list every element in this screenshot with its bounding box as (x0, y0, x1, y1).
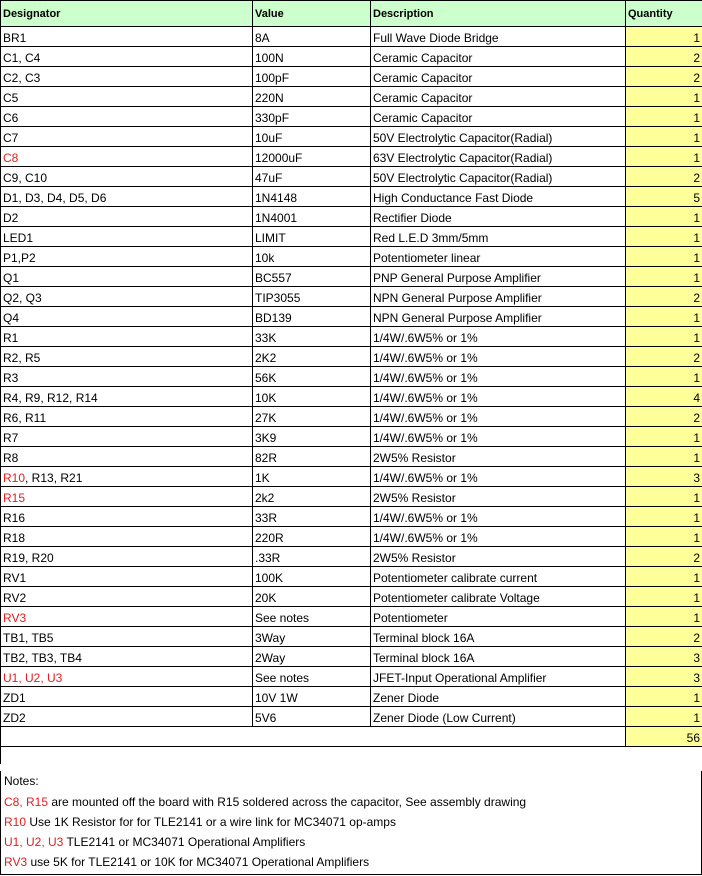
note-text: are mounted off the board with R15 soldered across the capacitor, See assembly drawing (48, 795, 527, 809)
description-cell: Ceramic Capacitor (371, 67, 626, 87)
designator-highlight: U1, U2, U3 (3, 671, 63, 685)
note-line (1, 852, 701, 872)
table-row (1, 147, 702, 167)
description-cell: Potentiometer calibrate Voltage (371, 587, 626, 607)
table-row (1, 487, 702, 507)
note-line (1, 832, 701, 852)
designator-cell (1, 287, 253, 307)
value-cell: See notes (253, 607, 371, 627)
value-cell: 10uF (253, 127, 371, 147)
designator-text: , R13, R21 (25, 471, 83, 485)
designator-text: R8 (3, 451, 19, 465)
quantity-cell: 1 (626, 447, 702, 467)
value-cell: 3Way (253, 627, 371, 647)
description-cell: 1/4W/.6W5% or 1% (371, 507, 626, 527)
designator-highlight: RV3 (3, 611, 27, 625)
designator-cell (1, 167, 253, 187)
note-ref: C8, R15 (4, 795, 49, 809)
note-ref: U1, U2, U3 (4, 835, 64, 849)
value-cell: 8A (253, 27, 371, 47)
quantity-cell: 2 (626, 287, 702, 307)
table-row (1, 307, 702, 327)
description-cell: Rectifier Diode (371, 207, 626, 227)
header-quantity: Quantity (626, 1, 702, 27)
table-row (1, 207, 702, 227)
designator-cell (1, 127, 253, 147)
value-cell: 2k2 (253, 487, 371, 507)
description-cell: Ceramic Capacitor (371, 107, 626, 127)
designator-text: R6, R11 (3, 411, 47, 425)
designator-cell (1, 427, 253, 447)
designator-cell (1, 467, 253, 487)
description-cell: 1/4W/.6W5% or 1% (371, 407, 626, 427)
designator-cell (1, 687, 253, 707)
table-row (1, 567, 702, 587)
designator-text: ZD2 (3, 711, 26, 725)
quantity-cell: 4 (626, 387, 702, 407)
designator-cell (1, 407, 253, 427)
total-row-blank (1, 727, 253, 747)
quantity-cell: 1 (626, 127, 702, 147)
designator-cell (1, 307, 253, 327)
designator-cell (1, 327, 253, 347)
value-cell: 82R (253, 447, 371, 467)
description-cell: 1/4W/.6W5% or 1% (371, 327, 626, 347)
table-row (1, 687, 702, 707)
designator-text: TB2, TB3, TB4 (3, 651, 82, 665)
designator-text: LED1 (3, 231, 34, 245)
designator-cell (1, 207, 253, 227)
table-row (1, 127, 702, 147)
value-cell: 100K (253, 567, 371, 587)
designator-cell (1, 107, 253, 127)
designator-cell (1, 587, 253, 607)
table-row (1, 347, 702, 367)
designator-cell (1, 487, 253, 507)
description-cell: Red L.E.D 3mm/5mm (371, 227, 626, 247)
table-row (1, 387, 702, 407)
designator-cell (1, 707, 253, 727)
description-cell: Ceramic Capacitor (371, 47, 626, 67)
designator-text: R19, R20 (3, 551, 54, 565)
designator-text: R1 (3, 331, 19, 345)
designator-cell (1, 607, 253, 627)
designator-cell (1, 47, 253, 67)
designator-cell (1, 627, 253, 647)
designator-text: R18 (3, 531, 26, 545)
quantity-cell: 1 (626, 27, 702, 47)
quantity-total: 56 (626, 727, 702, 747)
designator-cell (1, 27, 253, 47)
quantity-cell: 1 (626, 87, 702, 107)
designator-text: C9, C10 (3, 171, 48, 185)
designator-text: R2, R5 (3, 351, 41, 365)
description-cell: Zener Diode (Low Current) (371, 707, 626, 727)
description-cell: Potentiometer linear (371, 247, 626, 267)
value-cell: 20K (253, 587, 371, 607)
designator-text: C5 (3, 91, 19, 105)
description-cell: 50V Electrolytic Capacitor(Radial) (371, 127, 626, 147)
designator-text: TB1, TB5 (3, 631, 54, 645)
designator-cell (1, 347, 253, 367)
designator-text: C1, C4 (3, 51, 41, 65)
note-ref: R10 (4, 815, 27, 829)
value-cell: 1N4001 (253, 207, 371, 227)
value-cell: 5V6 (253, 707, 371, 727)
value-cell: 100pF (253, 67, 371, 87)
description-cell: 2W5% Resistor (371, 487, 626, 507)
quantity-cell: 1 (626, 207, 702, 227)
value-cell: 10k (253, 247, 371, 267)
table-row (1, 87, 702, 107)
designator-text: P1,P2 (3, 251, 36, 265)
designator-cell (1, 527, 253, 547)
value-cell: BD139 (253, 307, 371, 327)
value-cell: 1K (253, 467, 371, 487)
quantity-cell: 2 (626, 167, 702, 187)
quantity-cell: 3 (626, 667, 702, 687)
designator-text: Q4 (3, 311, 20, 325)
spacer-row (1, 747, 702, 765)
quantity-cell: 1 (626, 367, 702, 387)
table-row (1, 527, 702, 547)
description-cell: NPN General Purpose Amplifier (371, 307, 626, 327)
quantity-cell: 1 (626, 247, 702, 267)
designator-cell (1, 267, 253, 287)
header-designator: Designator (1, 1, 253, 27)
quantity-cell: 2 (626, 547, 702, 567)
designator-cell (1, 147, 253, 167)
quantity-cell: 1 (626, 227, 702, 247)
value-cell: 330pF (253, 107, 371, 127)
notes-section (0, 771, 702, 875)
designator-text: C2, C3 (3, 71, 41, 85)
designator-cell (1, 67, 253, 87)
description-cell: Terminal block 16A (371, 627, 626, 647)
table-row (1, 27, 702, 47)
designator-text: R3 (3, 371, 19, 385)
value-cell: 100N (253, 47, 371, 67)
description-cell: 1/4W/.6W5% or 1% (371, 467, 626, 487)
description-cell: Potentiometer calibrate current (371, 567, 626, 587)
designator-text: R7 (3, 431, 19, 445)
quantity-cell: 1 (626, 687, 702, 707)
table-row (1, 247, 702, 267)
description-cell: 1/4W/.6W5% or 1% (371, 427, 626, 447)
total-row-blank (253, 727, 371, 747)
table-row (1, 327, 702, 347)
description-cell: High Conductance Fast Diode (371, 187, 626, 207)
quantity-cell: 1 (626, 507, 702, 527)
note-text: TLE2141 or MC34071 Operational Amplifiers (63, 835, 306, 849)
table-row (1, 467, 702, 487)
value-cell: 220R (253, 527, 371, 547)
note-text: use 5K for TLE2141 or 10K for MC34071 Operational Amplifiers (27, 855, 370, 869)
designator-cell (1, 387, 253, 407)
value-cell: 12000uF (253, 147, 371, 167)
table-row (1, 667, 702, 687)
quantity-cell: 3 (626, 647, 702, 667)
quantity-cell: 1 (626, 307, 702, 327)
description-cell: Zener Diode (371, 687, 626, 707)
designator-text: ZD1 (3, 691, 26, 705)
designator-cell (1, 227, 253, 247)
designator-text: R4, R9, R12, R14 (3, 391, 98, 405)
value-cell: 220N (253, 87, 371, 107)
table-row (1, 107, 702, 127)
header-description: Description (371, 1, 626, 27)
table-row (1, 707, 702, 727)
table-row (1, 507, 702, 527)
table-row (1, 167, 702, 187)
table-row (1, 427, 702, 447)
designator-cell (1, 187, 253, 207)
value-cell: 33R (253, 507, 371, 527)
value-cell: 56K (253, 367, 371, 387)
designator-cell (1, 567, 253, 587)
quantity-cell: 2 (626, 407, 702, 427)
description-cell: Ceramic Capacitor (371, 87, 626, 107)
description-cell: NPN General Purpose Amplifier (371, 287, 626, 307)
quantity-cell: 5 (626, 187, 702, 207)
designator-text: Q2, Q3 (3, 291, 42, 305)
description-cell: 1/4W/.6W5% or 1% (371, 347, 626, 367)
table-row (1, 47, 702, 67)
description-cell: PNP General Purpose Amplifier (371, 267, 626, 287)
value-cell: 2K2 (253, 347, 371, 367)
table-row (1, 267, 702, 287)
table-row (1, 187, 702, 207)
quantity-cell: 2 (626, 47, 702, 67)
description-cell: 2W5% Resistor (371, 447, 626, 467)
table-row (1, 227, 702, 247)
table-row (1, 287, 702, 307)
value-cell: See notes (253, 667, 371, 687)
quantity-cell: 1 (626, 327, 702, 347)
value-cell: 33K (253, 327, 371, 347)
value-cell: 2Way (253, 647, 371, 667)
header-row (1, 1, 702, 27)
designator-text: C6 (3, 111, 19, 125)
quantity-cell: 1 (626, 707, 702, 727)
designator-text: R16 (3, 511, 26, 525)
designator-text: D1, D3, D4, D5, D6 (3, 191, 107, 205)
value-cell: 10V 1W (253, 687, 371, 707)
quantity-cell: 1 (626, 607, 702, 627)
header-value: Value (253, 1, 371, 27)
designator-highlight: R15 (3, 491, 26, 505)
note-line (1, 792, 701, 812)
description-cell: JFET-Input Operational Amplifier (371, 667, 626, 687)
designator-cell (1, 647, 253, 667)
description-cell: 1/4W/.6W5% or 1% (371, 527, 626, 547)
value-cell: BC557 (253, 267, 371, 287)
value-cell: 3K9 (253, 427, 371, 447)
value-cell: 47uF (253, 167, 371, 187)
table-row (1, 607, 702, 627)
designator-cell (1, 247, 253, 267)
description-cell: 2W5% Resistor (371, 547, 626, 567)
spacer-cell (1, 747, 702, 765)
table-row (1, 647, 702, 667)
note-line (1, 812, 701, 832)
value-cell: LIMIT (253, 227, 371, 247)
description-cell: Full Wave Diode Bridge (371, 27, 626, 47)
description-cell: 50V Electrolytic Capacitor(Radial) (371, 167, 626, 187)
quantity-cell: 3 (626, 467, 702, 487)
quantity-cell: 2 (626, 627, 702, 647)
description-cell: 1/4W/.6W5% or 1% (371, 387, 626, 407)
quantity-cell: 1 (626, 587, 702, 607)
total-row-blank (371, 727, 626, 747)
table-row (1, 367, 702, 387)
designator-highlight: R10 (3, 471, 26, 485)
table-row (1, 547, 702, 567)
quantity-cell: 1 (626, 107, 702, 127)
designator-cell (1, 547, 253, 567)
quantity-cell: 1 (626, 147, 702, 167)
designator-cell (1, 87, 253, 107)
value-cell: TIP3055 (253, 287, 371, 307)
description-cell: Terminal block 16A (371, 647, 626, 667)
description-cell: Potentiometer (371, 607, 626, 627)
designator-text: BR1 (3, 31, 27, 45)
table-row (1, 587, 702, 607)
value-cell: .33R (253, 547, 371, 567)
description-cell: 1/4W/.6W5% or 1% (371, 367, 626, 387)
quantity-cell: 1 (626, 267, 702, 287)
table-row (1, 67, 702, 87)
quantity-cell: 1 (626, 427, 702, 447)
designator-cell (1, 507, 253, 527)
quantity-cell: 2 (626, 347, 702, 367)
description-cell: 63V Electrolytic Capacitor(Radial) (371, 147, 626, 167)
table-row (1, 447, 702, 467)
bom-body (1, 27, 702, 765)
table-row (1, 627, 702, 647)
quantity-cell: 1 (626, 527, 702, 547)
note-text: Use 1K Resistor for for TLE2141 or a wire link for MC34071 op-amps (26, 815, 396, 829)
value-cell: 27K (253, 407, 371, 427)
quantity-cell: 2 (626, 67, 702, 87)
designator-cell (1, 667, 253, 687)
designator-cell (1, 447, 253, 467)
value-cell: 1N4148 (253, 187, 371, 207)
designator-cell (1, 367, 253, 387)
notes-title: Notes: (4, 774, 39, 788)
designator-text: Q1 (3, 271, 20, 285)
note-ref: RV3 (4, 855, 28, 869)
table-row (1, 407, 702, 427)
designator-text: RV2 (3, 591, 27, 605)
designator-text: C7 (3, 131, 19, 145)
quantity-cell: 1 (626, 567, 702, 587)
value-cell: 10K (253, 387, 371, 407)
designator-highlight: C8 (3, 151, 19, 165)
total-row (1, 727, 702, 747)
designator-text: D2 (3, 211, 19, 225)
designator-text: RV1 (3, 571, 27, 585)
quantity-cell: 1 (626, 487, 702, 507)
